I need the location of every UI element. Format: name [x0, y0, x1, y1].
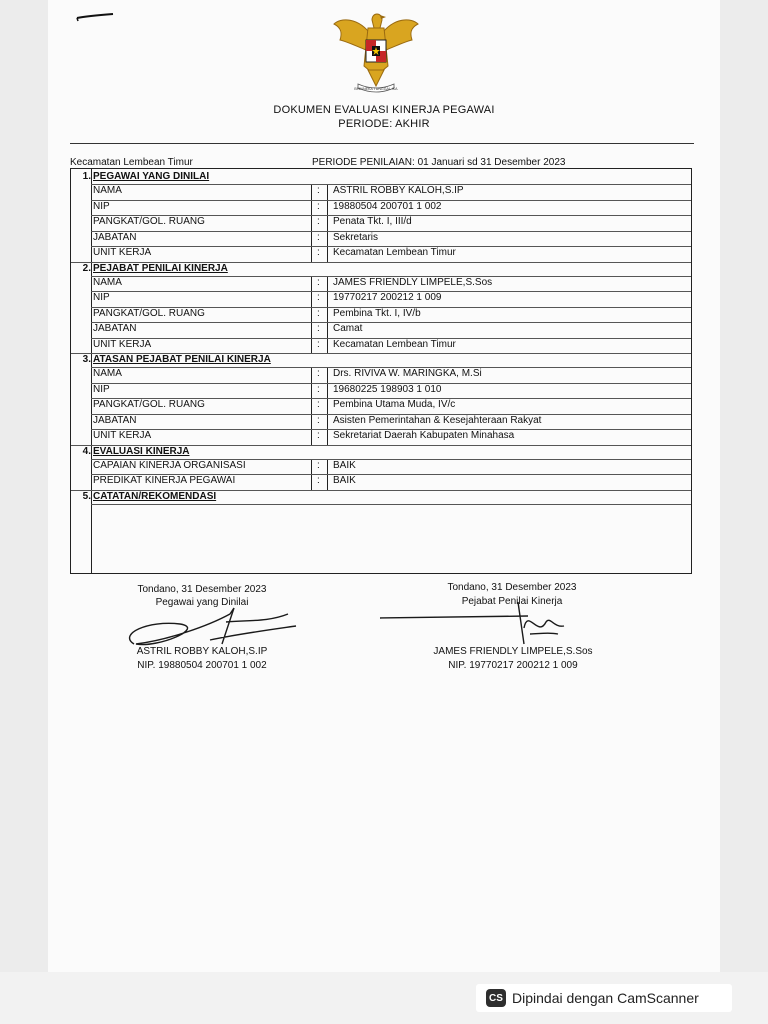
- field-colon: :: [317, 307, 320, 319]
- field-value: Drs. RIVIVA W. MARINGKA, M.Si: [333, 368, 482, 379]
- field-label: NAMA: [93, 276, 122, 288]
- section-header: [71, 491, 691, 505]
- camscanner-watermark: [476, 984, 732, 1012]
- table-row: [71, 247, 691, 263]
- table-row: [71, 339, 691, 355]
- field-colon: :: [317, 231, 320, 243]
- table-column-rule: [311, 460, 312, 476]
- table-column-rule: [327, 308, 328, 324]
- table-column-rule: [327, 292, 328, 308]
- table-column-rule: [311, 292, 312, 308]
- table-row: [71, 216, 691, 232]
- table-column-rule: [327, 323, 328, 339]
- table-column-rule: [327, 368, 328, 384]
- section-title: PEGAWAI YANG DINILAI: [93, 171, 210, 182]
- document-period: PERIODE: AKHIR: [338, 118, 430, 130]
- right-place-date: Tondano, 31 Desember 2023: [447, 582, 577, 593]
- field-value: Kecamatan Lembean Timur: [333, 247, 456, 258]
- section-number: 4.: [82, 445, 91, 457]
- field-value: 19880504 200701 1 002: [333, 200, 442, 212]
- left-place-date: Tondano, 31 Desember 2023: [137, 584, 267, 595]
- table-column-rule: [311, 277, 312, 293]
- field-label: JABATAN: [93, 414, 137, 426]
- field-label: JABATAN: [93, 231, 137, 243]
- section-title: ATASAN PEJABAT PENILAI KINERJA: [93, 354, 271, 365]
- table-column-rule: [311, 216, 312, 232]
- section-title: PEJABAT PENILAI KINERJA: [93, 262, 228, 274]
- field-value: Sekretaris: [333, 231, 379, 243]
- table-column-rule: [311, 339, 312, 355]
- left-signer-nip: NIP. 19880504 200701 1 002: [137, 660, 267, 671]
- field-value: Kecamatan Lembean Timur: [333, 338, 456, 350]
- assessment-period: PERIODE PENILAIAN: 01 Januari sd 31 Desember 2023: [312, 157, 566, 168]
- table-row: [71, 415, 691, 431]
- location-label: Kecamatan Lembean Timur: [70, 157, 193, 168]
- section-title: EVALUASI KINERJA: [93, 445, 190, 457]
- field-colon: :: [317, 323, 320, 334]
- table-row: [71, 277, 691, 293]
- field-value: Penata Tkt. I, III/d: [333, 216, 412, 227]
- field-value: ASTRIL ROBBY KALOH,S.IP: [333, 185, 464, 196]
- table-column-rule: [311, 415, 312, 431]
- field-label: UNIT KERJA: [93, 338, 152, 350]
- field-colon: :: [317, 459, 320, 471]
- table-row: [71, 368, 691, 384]
- field-colon: :: [317, 185, 320, 196]
- field-colon: :: [317, 430, 320, 441]
- table-column-rule: [311, 201, 312, 217]
- table-row-rule: [91, 504, 691, 505]
- document-title: DOKUMEN EVALUASI KINERJA PEGAWAI: [273, 104, 495, 116]
- table-row: [71, 201, 691, 217]
- section-header: [71, 446, 691, 460]
- field-label: PREDIKAT KINERJA PEGAWAI: [93, 475, 236, 486]
- section-number: 2.: [82, 262, 91, 274]
- table-column-rule: [327, 277, 328, 293]
- field-value: 19770217 200212 1 009: [333, 292, 442, 303]
- field-label: NAMA: [93, 368, 122, 379]
- garuda-emblem-logo: [328, 6, 424, 98]
- field-label: UNIT KERJA: [93, 247, 152, 258]
- field-colon: :: [317, 216, 320, 227]
- right-role: Pejabat Penilai Kinerja: [461, 596, 563, 607]
- table-column-rule: [327, 460, 328, 476]
- table-column-rule: [311, 399, 312, 415]
- field-label: JABATAN: [93, 323, 137, 334]
- field-colon: :: [317, 475, 320, 486]
- field-value: Pembina Tkt. I, IV/b: [333, 307, 421, 319]
- table-row: [71, 292, 691, 308]
- field-value: BAIK: [333, 459, 356, 471]
- field-colon: :: [317, 368, 320, 379]
- pen-stroke-mark: [75, 8, 115, 22]
- field-value: Sekretariat Daerah Kabupaten Minahasa: [333, 430, 515, 441]
- table-column-rule: [311, 232, 312, 248]
- table-column-rule: [327, 475, 328, 491]
- table-column-rule: [311, 308, 312, 324]
- field-value: 19680225 198903 1 010: [333, 383, 442, 395]
- table-row: [71, 185, 691, 201]
- field-colon: :: [317, 383, 320, 395]
- table-column-rule: [327, 430, 328, 446]
- table-column-rule: [327, 415, 328, 431]
- table-column-rule: [327, 339, 328, 355]
- field-colon: :: [317, 292, 320, 303]
- field-colon: :: [317, 338, 320, 350]
- table-column-rule: [327, 216, 328, 232]
- field-label: NIP: [93, 292, 110, 303]
- right-signature: [378, 598, 578, 648]
- camscanner-icon: CS: [486, 989, 506, 1007]
- table-column-rule: [311, 475, 312, 491]
- field-label: NIP: [93, 200, 110, 212]
- field-label: UNIT KERJA: [93, 430, 152, 441]
- table-column-rule: [327, 247, 328, 263]
- section-number: 1.: [82, 171, 91, 182]
- table-row: [71, 460, 691, 476]
- field-value: Camat: [333, 323, 363, 334]
- field-label: CAPAIAN KINERJA ORGANISASI: [93, 459, 246, 471]
- table-row: [71, 399, 691, 415]
- field-colon: :: [317, 247, 320, 258]
- field-label: NIP: [93, 383, 110, 395]
- field-value: Asisten Pemerintahan & Kesejahteraan Rakyat: [333, 414, 542, 426]
- section-header: [71, 354, 691, 368]
- section-header: [71, 171, 691, 185]
- section-title: CATATAN/REKOMENDASI: [93, 490, 217, 502]
- table-column-rule: [327, 384, 328, 400]
- field-label: PANGKAT/GOL. RUANG: [93, 399, 205, 410]
- section-header: [71, 263, 691, 277]
- field-label: PANGKAT/GOL. RUANG: [93, 307, 205, 319]
- camscanner-text: Dipindai dengan CamScanner: [512, 990, 699, 1006]
- right-signer-name: JAMES FRIENDLY LIMPELE,S.Sos: [433, 646, 593, 657]
- table-column-rule: [311, 323, 312, 339]
- table-row: [71, 308, 691, 324]
- evaluation-table: [70, 168, 692, 574]
- field-value: BAIK: [333, 475, 356, 486]
- table-column-rule: [311, 247, 312, 263]
- field-label: NAMA: [93, 185, 122, 196]
- table-column-rule: [311, 185, 312, 201]
- field-colon: :: [317, 200, 320, 212]
- table-column-rule: [311, 368, 312, 384]
- table-column-rule: [327, 201, 328, 217]
- field-value: Pembina Utama Muda, IV/c: [333, 399, 456, 410]
- right-signer-nip: NIP. 19770217 200212 1 009: [448, 660, 578, 671]
- table-row: [71, 430, 691, 446]
- left-signature: [118, 604, 308, 652]
- table-row: [71, 323, 691, 339]
- table-column-rule: [327, 399, 328, 415]
- table-row: [71, 232, 691, 248]
- table-row: [71, 384, 691, 400]
- left-signer-name: ASTRIL ROBBY KALOH,S.IP: [136, 646, 268, 657]
- field-colon: :: [317, 276, 320, 288]
- table-column-rule: [327, 232, 328, 248]
- table-column-rule: [311, 430, 312, 446]
- left-role: Pegawai yang Dinilai: [155, 597, 249, 608]
- header-divider: [70, 143, 694, 144]
- field-value: JAMES FRIENDLY LIMPELE,S.Sos: [333, 276, 493, 288]
- table-column-rule: [311, 384, 312, 400]
- field-label: PANGKAT/GOL. RUANG: [93, 216, 205, 227]
- emblem-motto: BHINNEKA TUNGGAL IKA: [354, 87, 398, 91]
- field-colon: :: [317, 414, 320, 426]
- section-number: 5.: [82, 490, 91, 502]
- table-row: [71, 475, 691, 491]
- section-number: 3.: [82, 354, 91, 365]
- field-colon: :: [317, 399, 320, 410]
- table-column-rule: [327, 185, 328, 201]
